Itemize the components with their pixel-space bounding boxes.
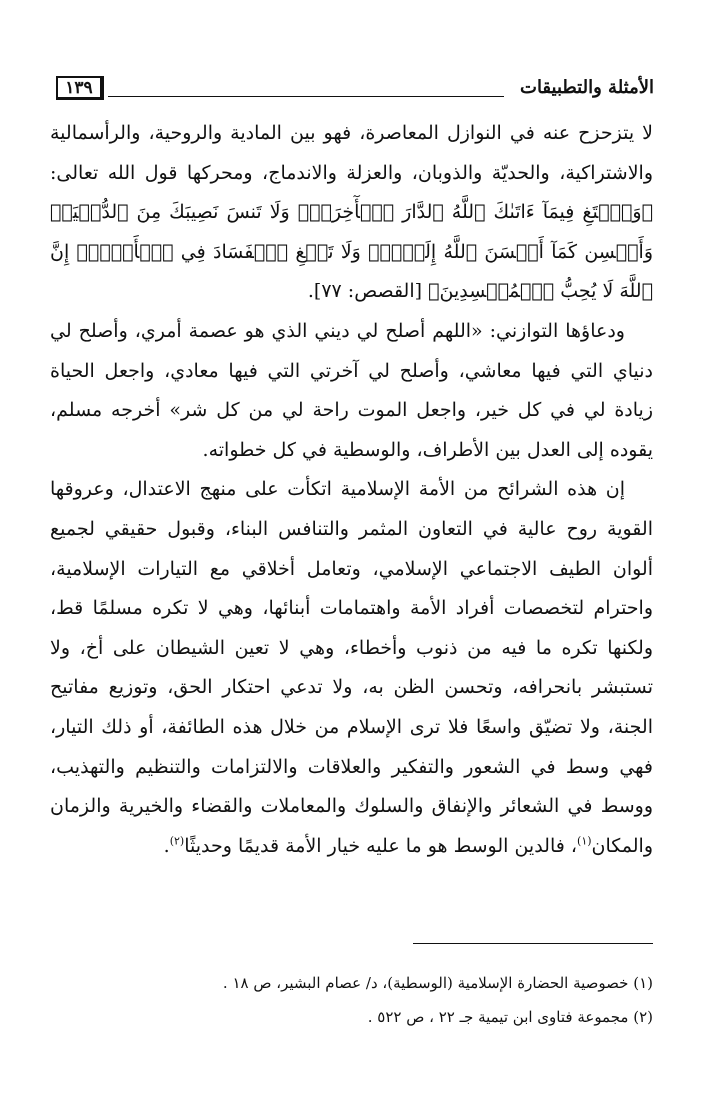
header-rule — [108, 96, 504, 97]
paragraph-2: ودعاؤها التوازني: «اللهم أصلح لي ديني الذي هو عصمة أمري، وأصلح لي دنياي التي فيها معاشي، وأصلح لي آخرتي التي فيها معادي، واجعل الحياة زيادة لي في كل خير، واجعل الموت راحة لي من كل شر» أخرجه مسلم، يقوده إلى العدل بين الأطراف، والوسطية في كل خطواته. — [50, 319, 653, 461]
page-number: ١٣٩ — [56, 76, 104, 100]
footnote-separator — [413, 943, 653, 944]
paragraph-3-end: . — [163, 834, 170, 857]
footnote-ref-1[interactable]: (١) — [577, 834, 592, 848]
quran-reference: [القصص: ٧٧]. — [307, 280, 423, 303]
paragraph-3 — [50, 470, 653, 866]
footnotes — [53, 966, 653, 1034]
page-header — [56, 68, 654, 108]
running-title: الأمثلة والتطبيقات — [520, 77, 654, 98]
quran-verse: ﴿وَٱبۡتَغِ فِيمَآ ءَاتَىٰكَ ٱللَّهُ ٱلدَّارَ ٱلۡأٓخِرَةَۖ وَلَا تَنسَ نَصِيبَكَ مِنَ ٱلدُّنۡيَاۖ وَأَحۡسِن كَمَآ أَحۡسَنَ ٱللَّهُ إِلَيۡكَۖ وَلَا تَبۡغِ ٱلۡفَسَادَ فِي ٱلۡأَرۡضِۖ إِنَّ ٱللَّهَ لَا يُحِبُّ ٱلۡمُفۡسِدِينَ﴾ — [50, 201, 653, 303]
paragraph-3-text: إن هذه الشرائح من الأمة الإسلامية اتكأت على منهج الاعتدال، وعروقها القوية روح عالية في التعاون المثمر والتنافس البناء، وقبول حقيقي لجميع ألوان الطيف الاجتماعي الإسلامي، وتعامل أخلاقي مع التيارات الإسلامية، واحترام لتخصصات أفراد الأمة واهتمامات أبنائها، وهي لا تكره مسلمًا قط، ولكنها تكره ما فيه من ذنوب وأخطاء، وهي لا تعين الشيطان على أخ، ولا تستبشر بانحرافه، وتحسن الظن به، ولا تدعي احتكار الحق، وتوزيع مفاتيح الجنة، ولا تضيّق واسعًا فلا ترى الإسلام من خلال هذه الطائفة، أو ذلك التيار، فهي وسط في الشعور والتفكير والعلاقات والالتزامات والتنظيم والتهذيب، ووسط في الشعائر والإنفاق والسلوك والمعاملات والقضاء والخيرية والزمان والمكان — [50, 478, 653, 857]
footnote-ref-2[interactable]: (٢) — [169, 834, 185, 848]
paragraph-1 — [50, 114, 653, 312]
paragraph-3-middle: ، فالدين الوسط هو ما عليه خيار الأمة قديمًا وحديثًا — [184, 834, 578, 857]
paragraph-1-text: لا يتزحزح عنه في النوازل المعاصرة، فهو بين المادية والروحية، والرأسمالية والاشتراكية، والحديّة والذوبان، والعزلة والاندماج، ومحركها قول الله تعالى: — [50, 122, 653, 184]
footnote-1: (١) خصوصية الحضارة الإسلامية (الوسطية)، د/ عصام البشير، ص ١٨ . — [222, 974, 653, 992]
footnote-2: (٢) مجموعة فتاوى ابن تيمية جـ ٢٢ ، ص ٥٢٢ . — [367, 1008, 653, 1026]
main-text — [50, 114, 653, 866]
